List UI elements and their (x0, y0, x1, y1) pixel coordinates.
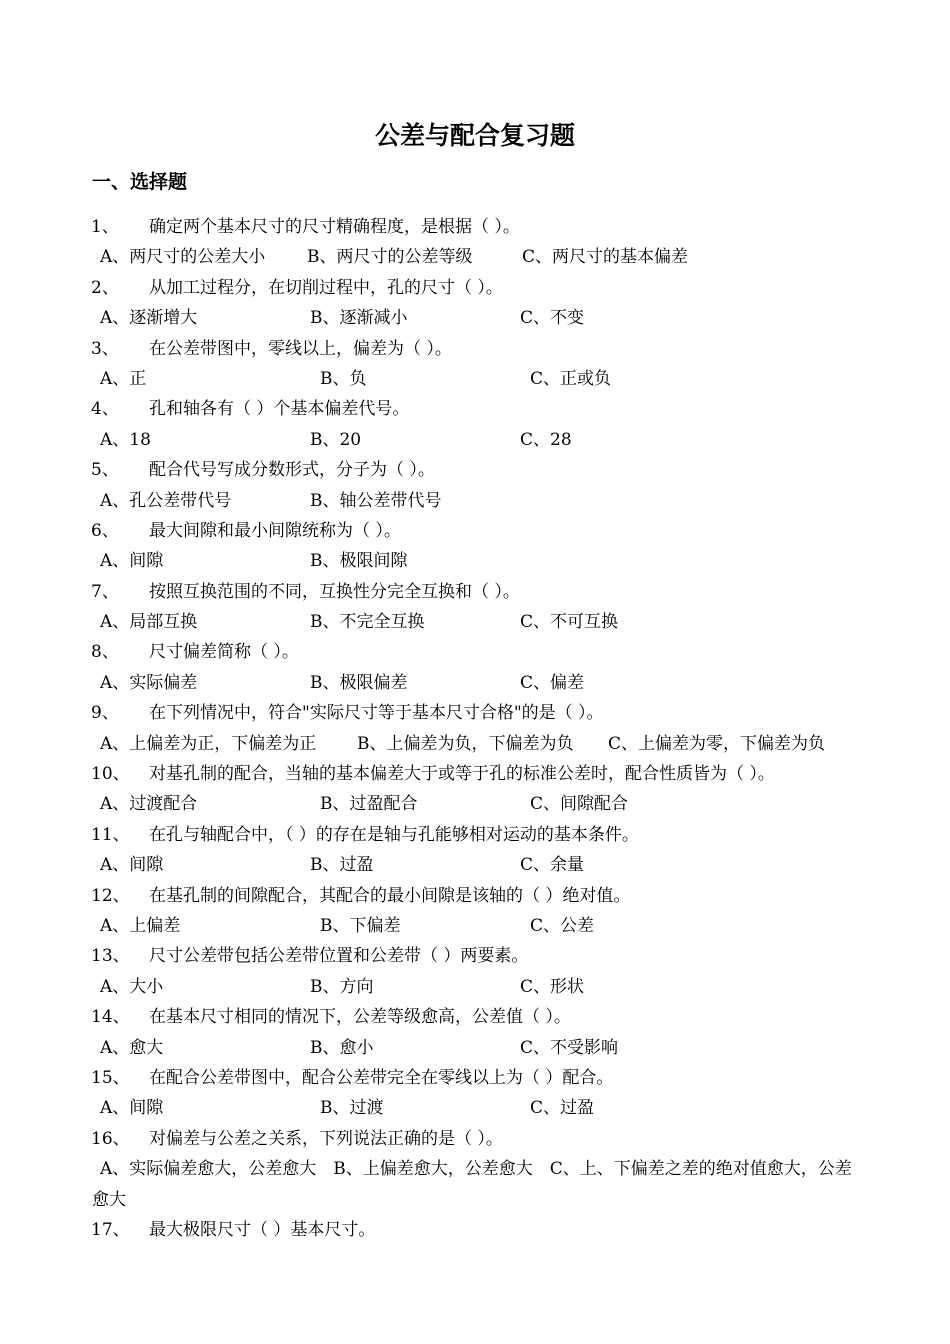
question-item (0, 881, 950, 942)
option-a: A、孔公差带代号 (100, 490, 232, 511)
question-number: 9、 (91, 703, 119, 724)
question-item (0, 1124, 950, 1215)
option-a: A、上偏差为正，下偏差为正 (100, 733, 317, 754)
question-number: 10、 (91, 764, 130, 785)
option-a: A、间隙 (100, 551, 164, 572)
option-b: B、轴公差带代号 (310, 490, 442, 511)
option-b: B、两尺寸的公差等级 (307, 247, 473, 268)
question-item (0, 1215, 950, 1245)
question-number: 5、 (91, 460, 119, 481)
section-heading: 一、选择题 (92, 171, 188, 193)
option-a: A、上偏差 (100, 915, 181, 936)
question-text: 在配合公差带图中，配合公差带完全在零线以上为（ ）配合。 (149, 1067, 614, 1088)
question-number: 7、 (91, 581, 119, 602)
option-row (0, 1093, 950, 1123)
question-text: 按照互换范围的不同，互换性分完全互换和（ ）。 (149, 581, 520, 602)
option-a: A、愈大 (100, 1037, 164, 1058)
option-c: C、公差 (530, 915, 595, 936)
question-item (0, 759, 950, 820)
question-text: 对偏差与公差之关系，下列说法正确的是（ ）。 (149, 1128, 503, 1149)
question-text: 确定两个基本尺寸的尺寸精确程度，是根据（ ）。 (149, 217, 520, 237)
option-row (0, 668, 950, 698)
option-c: C、过盈 (530, 1098, 595, 1119)
option-a: A、两尺寸的公差大小 (100, 247, 266, 268)
option-row (0, 303, 950, 333)
question-number: 3、 (91, 338, 119, 359)
question-number: 4、 (91, 399, 119, 420)
option-a: A、局部互换 (100, 612, 198, 633)
option-paragraph: A、实际偏差愈大，公差愈大 B、上偏差愈大，公差愈大 C、上、下偏差之差的绝对值愈大，公差愈大 (92, 1159, 852, 1210)
question-text: 尺寸偏差简称（ ）。 (149, 642, 299, 663)
option-c: C、28 (520, 429, 572, 450)
question-item (0, 334, 950, 395)
question-number: 11、 (91, 824, 130, 845)
question-text: 尺寸公差带包括公差带位置和公差带（ ）两要素。 (149, 946, 529, 967)
option-b: B、极限间隙 (310, 551, 408, 572)
option-row (0, 242, 950, 272)
question-item (0, 698, 950, 759)
question-number: 14、 (91, 1007, 130, 1028)
option-a: A、过渡配合 (100, 794, 198, 815)
option-b: B、20 (310, 429, 362, 450)
option-c: C、不受影响 (520, 1037, 619, 1058)
question-text: 最大极限尺寸（ ）基本尺寸。 (149, 1219, 376, 1240)
option-row (0, 546, 950, 576)
question-number: 17、 (91, 1219, 130, 1240)
option-a: A、大小 (100, 976, 164, 997)
question-text: 孔和轴各有（ ）个基本偏差代号。 (149, 399, 410, 420)
option-row (0, 607, 950, 637)
question-item (0, 212, 950, 273)
option-b: B、负 (320, 368, 367, 389)
option-c: C、形状 (520, 976, 585, 997)
option-c: C、间隙配合 (530, 794, 629, 815)
question-text: 在孔与轴配合中，（ ）的存在是轴与孔能够相对运动的基本条件。 (149, 824, 639, 845)
question-text: 从加工过程分，在切削过程中，孔的尺寸（ ）。 (149, 277, 503, 298)
option-b: B、方向 (310, 976, 374, 997)
option-row (0, 364, 950, 394)
question-number: 6、 (91, 520, 119, 541)
question-item (0, 394, 950, 455)
option-b: B、下偏差 (320, 915, 401, 936)
option-row (0, 789, 950, 819)
option-a: A、实际偏差 (100, 672, 198, 693)
question-number: 8、 (91, 642, 119, 663)
option-a: A、间隙 (100, 1098, 164, 1119)
question-number: 12、 (91, 885, 130, 906)
question-number: 2、 (91, 277, 119, 298)
question-text: 对基孔制的配合，当轴的基本偏差大于或等于孔的标准公差时，配合性质皆为（ ）。 (149, 764, 775, 785)
question-text: 最大间隙和最小间隙统称为（ ）。 (149, 520, 401, 541)
question-item (0, 941, 950, 1002)
option-a: A、正 (100, 368, 147, 389)
question-item (0, 1002, 950, 1063)
option-a: A、间隙 (100, 855, 164, 876)
option-b: B、过盈配合 (320, 794, 418, 815)
question-item (0, 273, 950, 334)
option-c: C、余量 (520, 855, 585, 876)
option-row (0, 729, 950, 759)
question-text: 在公差带图中，零线以上，偏差为（ ）。 (149, 338, 452, 359)
option-b: B、愈小 (310, 1037, 374, 1058)
question-item (0, 516, 950, 577)
option-b: B、不完全互换 (310, 612, 425, 633)
option-row (0, 1033, 950, 1063)
question-item (0, 820, 950, 881)
option-a: A、18 (100, 429, 151, 450)
option-c: C、偏差 (520, 672, 585, 693)
option-row (0, 972, 950, 1002)
question-list (0, 212, 950, 1245)
option-c: C、上偏差为零，下偏差为负 (608, 733, 826, 754)
question-text: 在下列情况中，符合"实际尺寸等于基本尺寸合格"的是（ ）。 (149, 703, 604, 724)
option-b: B、上偏差为负，下偏差为负 (357, 733, 574, 754)
question-item (0, 1063, 950, 1124)
option-b: B、过渡 (320, 1098, 384, 1119)
question-item (0, 637, 950, 698)
question-item (0, 455, 950, 516)
question-text: 在基孔制的间隙配合，其配合的最小间隙是该轴的（ ）绝对值。 (149, 885, 631, 906)
option-a: A、逐渐增大 (100, 308, 198, 329)
question-text: 配合代号写成分数形式，分子为（ ）。 (149, 460, 435, 481)
option-c: C、不可互换 (520, 612, 619, 633)
option-row (0, 850, 950, 880)
option-c: C、正或负 (530, 368, 612, 389)
option-row (0, 911, 950, 941)
option-row (0, 425, 950, 455)
option-b: B、极限偏差 (310, 672, 408, 693)
option-row (0, 486, 950, 516)
option-c: C、两尺寸的基本偏差 (522, 247, 689, 268)
question-text: 在基本尺寸相同的情况下，公差等级愈高，公差值（ ）。 (149, 1007, 571, 1028)
option-c: C、不变 (520, 308, 585, 329)
question-number: 13、 (91, 946, 130, 967)
question-number: 15、 (91, 1067, 130, 1088)
option-b: B、过盈 (310, 855, 374, 876)
question-number: 16、 (91, 1128, 130, 1149)
question-item (0, 577, 950, 638)
page-title: 公差与配合复习题 (374, 121, 575, 150)
question-number: 1、 (91, 217, 119, 237)
option-b: B、逐渐减小 (310, 308, 408, 329)
